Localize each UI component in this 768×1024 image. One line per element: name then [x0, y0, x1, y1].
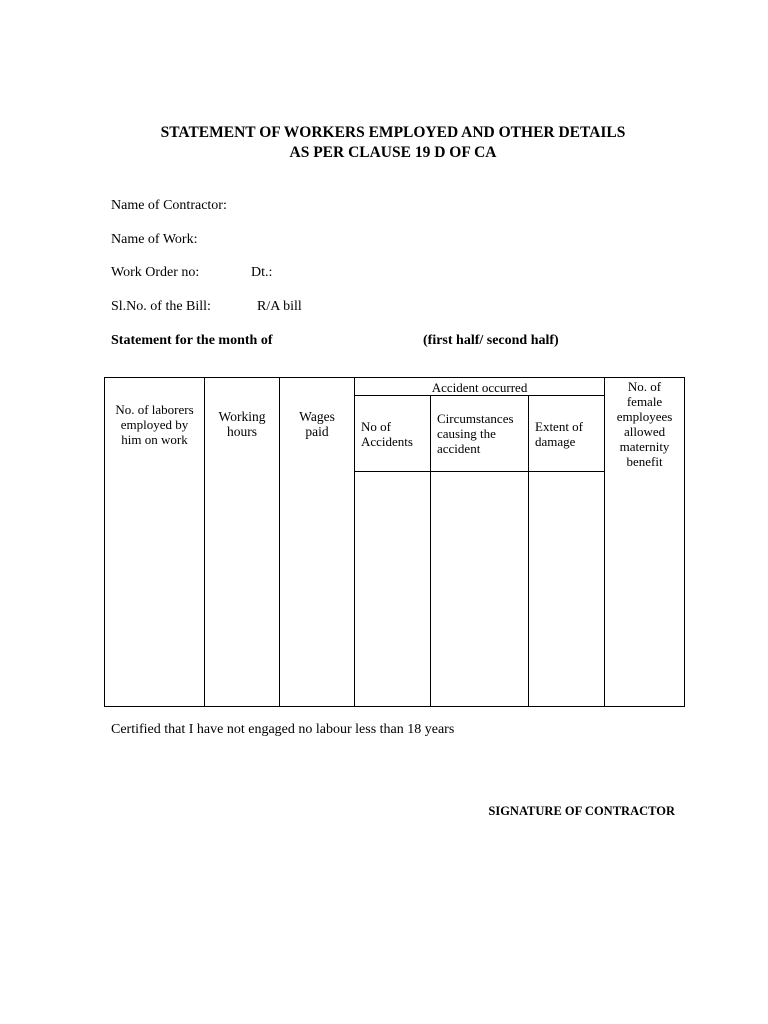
bill-number-label: Sl.No. of the Bill: [111, 299, 211, 314]
date-label: Dt.: [251, 265, 273, 280]
cell-circumstances [431, 472, 529, 707]
certification-statement: Certified that I have not engaged no labour less than 18 years [111, 722, 455, 737]
ra-bill-label: R/A bill [257, 299, 302, 314]
document-title [0, 123, 768, 163]
header-working-hours: Working hours [205, 378, 280, 707]
work-order-label: Work Order no: [111, 265, 200, 280]
cell-no-of-accidents [355, 472, 431, 707]
contractor-signature-label: SIGNATURE OF CONTRACTOR [488, 804, 675, 818]
header-extent-of-damage: Extent of damage [529, 396, 605, 472]
half-selection-label: (first half/ second half) [423, 333, 559, 348]
header-no-of-accidents: No of Accidents [355, 396, 431, 472]
title-line-1: STATEMENT OF WORKERS EMPLOYED AND OTHER DETAILS [160, 124, 626, 141]
header-accident-occurred: Accident occurred [355, 378, 605, 396]
title-line-2: AS PER CLAUSE 19 D OF CA [289, 144, 497, 161]
cell-extent-of-damage [529, 472, 605, 707]
header-female-maternity: No. of female employees allowed maternity benefit [605, 378, 685, 707]
contractor-label: Name of Contractor: [111, 198, 227, 213]
work-label: Name of Work: [111, 232, 198, 247]
statement-month-label: Statement for the month of [111, 333, 273, 348]
header-wages-paid: Wages paid [280, 378, 355, 707]
header-circumstances: Circumstances causing the accident [431, 396, 529, 472]
header-laborers: No. of laborers employed by him on work [105, 378, 205, 707]
statement-table [104, 377, 685, 707]
